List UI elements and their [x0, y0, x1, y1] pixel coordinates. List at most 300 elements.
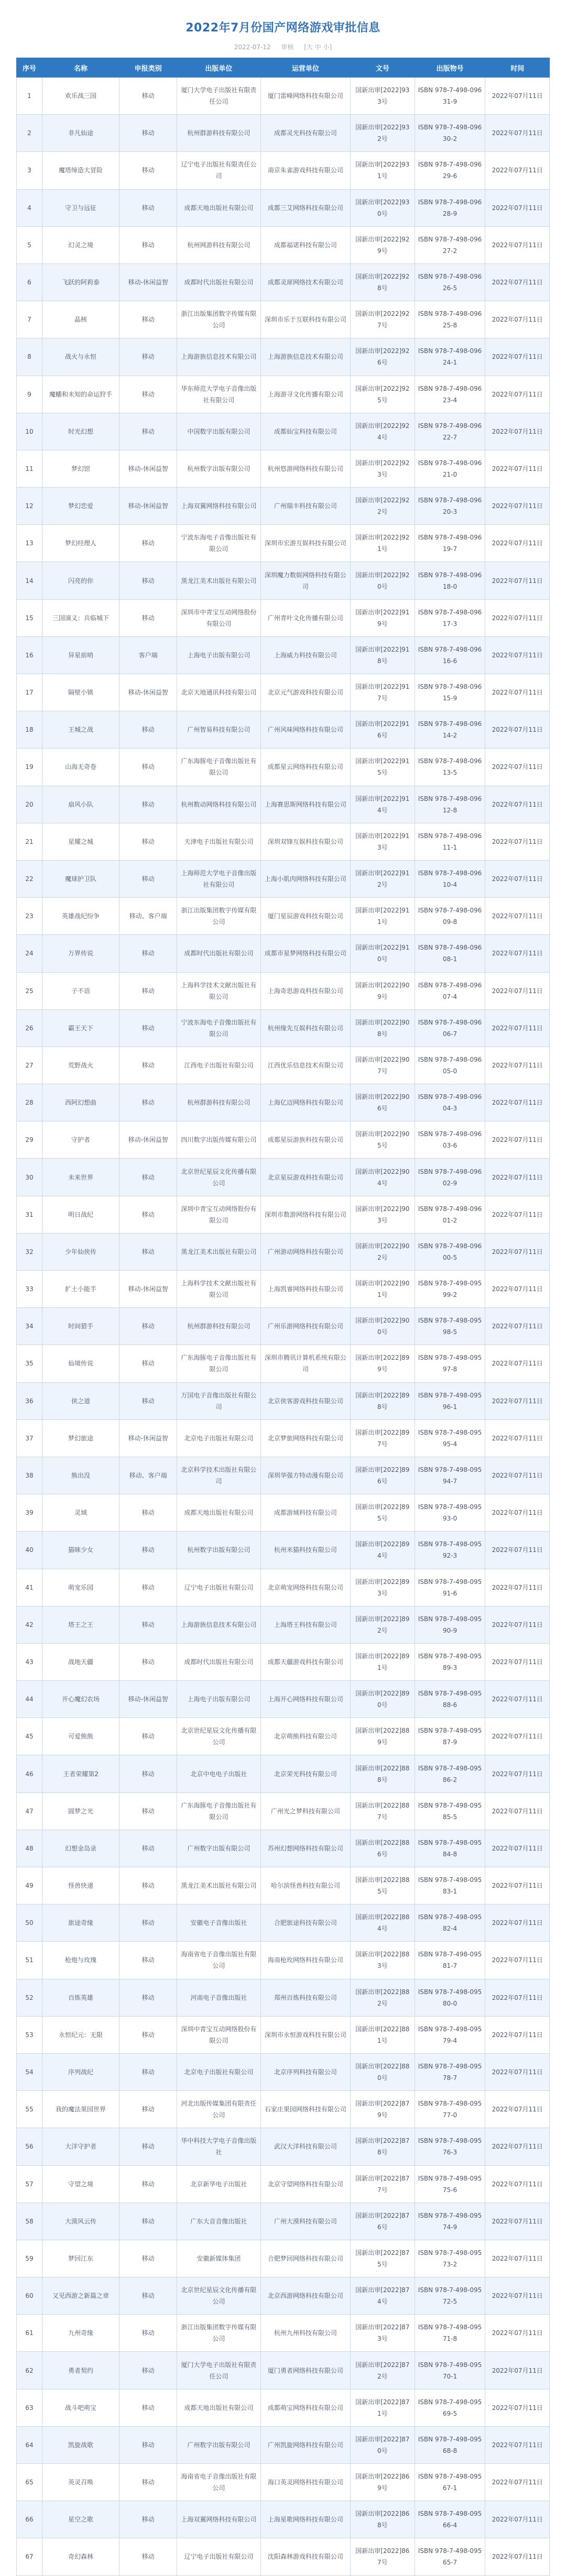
table-cell: 守护者 — [42, 1121, 119, 1159]
table-cell: 国新出审[2022]868号 — [351, 2501, 415, 2538]
table-cell: 11 — [17, 450, 42, 487]
table-cell: 国新出审[2022]888号 — [351, 1755, 415, 1792]
table-cell: 国新出审[2022]883号 — [351, 1942, 415, 1979]
table-cell: 北京梦旅网络科技有限公司 — [260, 1419, 351, 1457]
table-cell: 勇者契约 — [42, 2352, 119, 2389]
table-cell: 北京世纪星辰文化传播有限公司 — [177, 1159, 260, 1196]
table-cell: ISBN 978-7-498-09565-7 — [415, 2538, 485, 2575]
table-cell: 移动 — [119, 301, 177, 338]
table-cell: 2022年07月11日 — [485, 2091, 550, 2128]
table-cell: 26 — [17, 1009, 42, 1047]
table-cell: ISBN 978-7-498-09596-1 — [415, 1382, 485, 1419]
table-row — [17, 189, 550, 226]
table-cell: 移动 — [119, 1792, 177, 1830]
table-cell: 2022年07月11日 — [485, 636, 550, 674]
table-cell: 国新出审[2022]914号 — [351, 786, 415, 823]
table-cell: 宁波东海电子音像出版社有限公司 — [177, 525, 260, 562]
table-cell: 枪炮与玫瑰 — [42, 1942, 119, 1979]
table-cell: 2022年07月11日 — [485, 860, 550, 897]
table-cell: ISBN 978-7-498-09580-0 — [415, 1979, 485, 2016]
table-cell: 国新出审[2022]869号 — [351, 2464, 415, 2501]
table-row — [17, 1121, 550, 1159]
table-cell: 上海威力科技有限公司 — [260, 636, 351, 674]
table-cell: 46 — [17, 1755, 42, 1792]
table-cell: 魔幡和未知的命运狩手 — [42, 376, 119, 413]
table-cell: 24 — [17, 935, 42, 972]
table-cell: 国新出审[2022]926号 — [351, 338, 415, 376]
table-cell: 移动 — [119, 2352, 177, 2389]
table-row — [17, 2053, 550, 2090]
table-cell: 未来世界 — [42, 1159, 119, 1196]
table-cell: 移动 — [119, 525, 177, 562]
table-cell: 深圳市腾讯计算机系统有限公司 — [260, 1345, 351, 1382]
table-cell: 国新出审[2022]923号 — [351, 450, 415, 487]
table-cell: 2022年07月11日 — [485, 898, 550, 935]
table-cell: 2022年07月11日 — [485, 226, 550, 263]
table-cell: 四川数字出版传媒有限公司 — [177, 1121, 260, 1159]
table-cell: 62 — [17, 2352, 42, 2389]
table-cell: 国新出审[2022]916号 — [351, 711, 415, 748]
table-cell: 60 — [17, 2277, 42, 2315]
table-cell: 移动 — [119, 2389, 177, 2426]
table-cell: ISBN 978-7-498-09624-1 — [415, 338, 485, 376]
table-cell: 移动 — [119, 711, 177, 748]
table-cell: ISBN 978-7-498-09576-3 — [415, 2128, 485, 2165]
table-cell: 国新出审[2022]891号 — [351, 1643, 415, 1680]
table-cell: 杭州缘先互娱科技有限公司 — [260, 1009, 351, 1047]
table-cell: 国新出审[2022]895号 — [351, 1494, 415, 1532]
table-row — [17, 2128, 550, 2165]
table-cell: 2022年07月11日 — [485, 450, 550, 487]
table-cell: 万界传说 — [42, 935, 119, 972]
table-row — [17, 1867, 550, 1905]
table-cell: 2022年07月11日 — [485, 2016, 550, 2053]
table-cell: 广州凯旋网络科技有限公司 — [260, 2426, 351, 2463]
table-cell: 移动 — [119, 1159, 177, 1196]
table-cell: 国新出审[2022]896号 — [351, 1457, 415, 1494]
table-cell: ISBN 978-7-498-09570-1 — [415, 2352, 485, 2389]
table-cell: ISBN 978-7-498-09623-4 — [415, 376, 485, 413]
table-cell: ISBN 978-7-498-09583-1 — [415, 1867, 485, 1905]
table-cell: 移动 — [119, 1196, 177, 1233]
table-cell: 移动 — [119, 152, 177, 189]
table-row — [17, 263, 550, 301]
table-cell: 2022年07月11日 — [485, 1084, 550, 1121]
table-cell: 非凡仙途 — [42, 115, 119, 152]
table-cell: 国新出审[2022]931号 — [351, 152, 415, 189]
table-cell: 1 — [17, 78, 42, 115]
table-cell: ISBN 978-7-498-09627-2 — [415, 226, 485, 263]
table-cell: 63 — [17, 2389, 42, 2426]
table-row — [17, 488, 550, 525]
table-cell: ISBN 978-7-498-09573-2 — [415, 2240, 485, 2277]
table-cell: 时光幻想 — [42, 413, 119, 450]
table-cell: 48 — [17, 1830, 42, 1867]
table-cell: 移动 — [119, 860, 177, 897]
table-cell: 移动 — [119, 2426, 177, 2463]
table-cell: 2022年07月11日 — [485, 2165, 550, 2203]
table-cell: 国新出审[2022]920号 — [351, 562, 415, 599]
table-cell: 移动 — [119, 376, 177, 413]
table-cell: 成都萌宝网络科技有限公司 — [260, 2389, 351, 2426]
table-cell: 移动 — [119, 189, 177, 226]
table-cell: 广州数字出版有限公司 — [177, 1830, 260, 1867]
table-cell: 45 — [17, 1718, 42, 1755]
table-cell: 2022年07月11日 — [485, 1271, 550, 1308]
table-cell: 安徽新媒体集团 — [177, 2240, 260, 2277]
table-cell: 厦门雷峰网络科技有限公司 — [260, 78, 351, 115]
table-cell: 国新出审[2022]902号 — [351, 1233, 415, 1270]
table-cell: 国新出审[2022]910号 — [351, 935, 415, 972]
table-cell: 2022年07月11日 — [485, 1867, 550, 1905]
table-cell: 移动 — [119, 562, 177, 599]
table-cell: 上海小肌肉网络科技有限公司 — [260, 860, 351, 897]
table-cell: 北京电子出版社有限公司 — [177, 2053, 260, 2090]
table-cell: ISBN 978-7-498-09604-3 — [415, 1084, 485, 1121]
table-cell: 北京萌熊科技有限公司 — [260, 1718, 351, 1755]
font-size-switcher[interactable]: [大 中 小] — [304, 43, 332, 51]
table-cell: 萌宠乐园 — [42, 1569, 119, 1606]
table-cell: 星耀之城 — [42, 823, 119, 860]
table-cell: 北京星辰游戏科技有限公司 — [260, 1159, 351, 1196]
table-cell: 梦回江东 — [42, 2240, 119, 2277]
table-cell: 2022年07月11日 — [485, 2203, 550, 2240]
table-row — [17, 1606, 550, 1643]
table-cell: 国新出审[2022]898号 — [351, 1382, 415, 1419]
table-cell: 奇幻森林 — [42, 2538, 119, 2575]
table-cell: 哈尔滨怪兽科技有限公司 — [260, 1867, 351, 1905]
table-cell: 2022年07月11日 — [485, 2464, 550, 2501]
table-row — [17, 711, 550, 748]
table-cell: 2022年07月11日 — [485, 301, 550, 338]
table-cell: 移动 — [119, 1084, 177, 1121]
table-row — [17, 413, 550, 450]
table-cell: 中国数字出版有限公司 — [177, 413, 260, 450]
table-cell: 移动 — [119, 2203, 177, 2240]
table-cell: 成都星辰游族科技有限公司 — [260, 1121, 351, 1159]
table-cell: 永恒纪元：无限 — [42, 2016, 119, 2053]
table-cell: 33 — [17, 1271, 42, 1308]
table-cell: 移动 — [119, 2053, 177, 2090]
table-cell: 国新出审[2022]919号 — [351, 599, 415, 636]
table-cell: 深圳市数游网络科技有限公司 — [260, 1196, 351, 1233]
table-cell: 移动、客户端 — [119, 1457, 177, 1494]
table-cell: ISBN 978-7-498-09592-3 — [415, 1532, 485, 1569]
table-cell: 北京守望网络科技有限公司 — [260, 2165, 351, 2203]
table-cell: 杭州数字出版有限公司 — [177, 450, 260, 487]
table-cell: 54 — [17, 2053, 42, 2090]
table-cell: 上海凯睿网络科技有限公司 — [260, 1271, 351, 1308]
table-cell: 移动 — [119, 2165, 177, 2203]
table-cell: 厦门勇者网络科技有限公司 — [260, 2352, 351, 2389]
table-cell: 移动 — [119, 2501, 177, 2538]
table-row — [17, 2464, 550, 2501]
approval-table — [16, 58, 550, 2576]
table-row — [17, 2203, 550, 2240]
table-cell: 国新出审[2022]928号 — [351, 263, 415, 301]
table-cell: 2022年07月11日 — [485, 1233, 550, 1270]
table-cell: 北京世纪星辰文化传播有限公司 — [177, 1718, 260, 1755]
table-cell: 移动 — [119, 1718, 177, 1755]
table-row — [17, 1681, 550, 1718]
table-cell: 国新出审[2022]884号 — [351, 1905, 415, 1942]
table-cell: 19 — [17, 748, 42, 786]
table-cell: 三国演义：兵临城下 — [42, 599, 119, 636]
table-cell: 移动 — [119, 935, 177, 972]
table-cell: 移动 — [119, 1569, 177, 1606]
table-cell: ISBN 978-7-498-09582-4 — [415, 1905, 485, 1942]
table-cell: 大漠风云传 — [42, 2203, 119, 2240]
table-cell: 战地天疆 — [42, 1643, 119, 1680]
table-cell: 移动 — [119, 78, 177, 115]
table-cell: 上海游寻文化传播有限公司 — [260, 376, 351, 413]
table-cell: 深圳中青宝互动网络股份有限公司 — [177, 2016, 260, 2053]
table-cell: 6 — [17, 263, 42, 301]
table-cell: 厦门星辰游戏科技有限公司 — [260, 898, 351, 935]
table-cell: 国新出审[2022]892号 — [351, 1606, 415, 1643]
table-cell: ISBN 978-7-498-09587-9 — [415, 1718, 485, 1755]
table-row — [17, 2426, 550, 2463]
table-cell: 2022年07月11日 — [485, 1830, 550, 1867]
table-cell: 43 — [17, 1643, 42, 1680]
table-cell: ISBN 978-7-498-09607-4 — [415, 972, 485, 1009]
table-cell: 怪兽快递 — [42, 1867, 119, 1905]
table-cell: 移动 — [119, 1830, 177, 1867]
table-cell: 47 — [17, 1792, 42, 1830]
table-cell: 国新出审[2022]880号 — [351, 2053, 415, 2090]
table-cell: 武汉大洋科技有限公司 — [260, 2128, 351, 2165]
table-cell: ISBN 978-7-498-09568-8 — [415, 2426, 485, 2463]
table-cell: 国新出审[2022]899号 — [351, 1345, 415, 1382]
table-cell: 49 — [17, 1867, 42, 1905]
table-cell: 霸王天下 — [42, 1009, 119, 1047]
table-cell: 上海科学技术文献出版社有限公司 — [177, 972, 260, 1009]
table-cell: 2022年07月11日 — [485, 2538, 550, 2575]
table-row — [17, 2277, 550, 2315]
table-cell: 国新出审[2022]930号 — [351, 189, 415, 226]
table-cell: 英灵召唤 — [42, 2464, 119, 2501]
table-header-row — [17, 58, 550, 78]
table-cell: ISBN 978-7-498-09622-7 — [415, 413, 485, 450]
table-cell: 7 — [17, 301, 42, 338]
table-cell: 国新出审[2022]913号 — [351, 823, 415, 860]
table-cell: 广东大音音像出版社 — [177, 2203, 260, 2240]
table-cell: 灵域 — [42, 1494, 119, 1532]
table-cell: 2 — [17, 115, 42, 152]
table-cell: 2022年07月11日 — [485, 1905, 550, 1942]
table-cell: 国新出审[2022]885号 — [351, 1867, 415, 1905]
table-cell: ISBN 978-7-498-09615-9 — [415, 674, 485, 711]
table-cell: 北京西游网络科技有限公司 — [260, 2277, 351, 2315]
table-cell: 国新出审[2022]879号 — [351, 2091, 415, 2128]
table-cell: 国新出审[2022]886号 — [351, 1830, 415, 1867]
table-row — [17, 748, 550, 786]
table-cell: 上海开心网络科技有限公司 — [260, 1681, 351, 1718]
table-cell: 国新出审[2022]877号 — [351, 2165, 415, 2203]
table-cell: 2022年07月11日 — [485, 2128, 550, 2165]
table-cell: ISBN 978-7-498-09590-9 — [415, 1606, 485, 1643]
table-cell: 杭州九州科技有限公司 — [260, 2315, 351, 2352]
table-cell: ISBN 978-7-498-09574-9 — [415, 2203, 485, 2240]
table-cell: 移动 — [119, 2538, 177, 2575]
table-cell: 成都灵光科技有限公司 — [260, 115, 351, 152]
table-cell: 扩土小能手 — [42, 1271, 119, 1308]
table-cell: 移动 — [119, 972, 177, 1009]
table-cell: 2022年07月11日 — [485, 2501, 550, 2538]
table-cell: 国新出审[2022]912号 — [351, 860, 415, 897]
table-cell: ISBN 978-7-498-09595-4 — [415, 1419, 485, 1457]
table-cell: 开心魔幻农场 — [42, 1681, 119, 1718]
table-cell: 36 — [17, 1382, 42, 1419]
table-cell: 安徽电子音像出版社 — [177, 1905, 260, 1942]
table-cell: 广东海豚电子音像出版社有限公司 — [177, 1345, 260, 1382]
table-cell: 13 — [17, 525, 42, 562]
table-cell: 北京电子出版社有限公司 — [177, 1419, 260, 1457]
table-cell: 成都天地出版社有限公司 — [177, 1494, 260, 1532]
table-cell: 移动 — [119, 1308, 177, 1345]
table-cell: 国新出审[2022]933号 — [351, 78, 415, 115]
table-cell: 客户端 — [119, 636, 177, 674]
table-cell: 41 — [17, 1569, 42, 1606]
table-cell: 上海游族信息技术有限公司 — [177, 1606, 260, 1643]
table-row — [17, 1382, 550, 1419]
table-cell: ISBN 978-7-498-09572-5 — [415, 2277, 485, 2315]
table-cell: 移动-休闲益智 — [119, 1121, 177, 1159]
table-cell: 国新出审[2022]901号 — [351, 1271, 415, 1308]
table-cell: ISBN 978-7-498-09618-0 — [415, 562, 485, 599]
table-cell: 侠之道 — [42, 1382, 119, 1419]
table-cell: 2022年07月11日 — [485, 1345, 550, 1382]
table-cell: 2022年07月11日 — [485, 1196, 550, 1233]
table-cell: 天津电子出版社有限公司 — [177, 823, 260, 860]
table-cell: 上海电子出版有限公司 — [177, 1681, 260, 1718]
table-cell: 2022年07月11日 — [485, 78, 550, 115]
table-cell: 万国电子音像出版社有限公司 — [177, 1382, 260, 1419]
table-cell: ISBN 978-7-498-09566-4 — [415, 2501, 485, 2538]
table-cell: 2022年07月11日 — [485, 2315, 550, 2352]
table-cell: 国新出审[2022]876号 — [351, 2203, 415, 2240]
table-cell: ISBN 978-7-498-09628-9 — [415, 189, 485, 226]
table-cell: ISBN 978-7-498-09601-2 — [415, 1196, 485, 1233]
table-row — [17, 1979, 550, 2016]
table-cell: ISBN 978-7-498-09629-6 — [415, 152, 485, 189]
table-cell: 又见西游之新篇之章 — [42, 2277, 119, 2315]
table-row — [17, 1047, 550, 1084]
table-cell: 合肥旅途科技有限公司 — [260, 1905, 351, 1942]
table-cell: 42 — [17, 1606, 42, 1643]
table-row — [17, 1084, 550, 1121]
table-cell: 2022年07月11日 — [485, 1569, 550, 1606]
table-cell: 广州智易科技有限公司 — [177, 711, 260, 748]
table-cell: 56 — [17, 2128, 42, 2165]
table-cell: 2022年07月11日 — [485, 1718, 550, 1755]
table-cell: 北京科学技术出版社有限公司 — [177, 1457, 260, 1494]
table-cell: 国新出审[2022]932号 — [351, 115, 415, 152]
table-cell: 河北出版传媒集团有限责任公司 — [177, 2091, 260, 2128]
header-cell: 时间 — [485, 58, 550, 78]
table-cell: 厦门大学电子出版社有限责任公司 — [177, 78, 260, 115]
table-cell: 成都时代出版社有限公司 — [177, 263, 260, 301]
table-row — [17, 1494, 550, 1532]
table-cell: 成都天地出版社有限公司 — [177, 189, 260, 226]
table-cell: 飞跃的阿莉泰 — [42, 263, 119, 301]
table-cell: ISBN 978-7-498-09571-8 — [415, 2315, 485, 2352]
table-cell: 移动 — [119, 1979, 177, 2016]
table-cell: 9 — [17, 376, 42, 413]
table-cell: 移动 — [119, 1755, 177, 1792]
table-cell: 晶核 — [42, 301, 119, 338]
table-cell: 2022年07月11日 — [485, 1009, 550, 1047]
table-cell: ISBN 978-7-498-09619-7 — [415, 525, 485, 562]
table-cell: 国新出审[2022]925号 — [351, 376, 415, 413]
table-cell: 国新出审[2022]871号 — [351, 2389, 415, 2426]
table-cell: 27 — [17, 1047, 42, 1084]
table-row — [17, 599, 550, 636]
table-cell: 20 — [17, 786, 42, 823]
table-cell: 移动 — [119, 2277, 177, 2315]
table-cell: 2022年07月11日 — [485, 1047, 550, 1084]
table-row — [17, 1942, 550, 1979]
table-cell: 深圳市宏游互娱科技有限公司 — [260, 525, 351, 562]
table-cell: 熊出没 — [42, 1457, 119, 1494]
table-cell: 移动 — [119, 823, 177, 860]
table-cell: 国新出审[2022]907号 — [351, 1047, 415, 1084]
table-cell: 黑龙江美术出版社有限公司 — [177, 562, 260, 599]
table-cell: 猫咪少女 — [42, 1532, 119, 1569]
table-cell: 国新出审[2022]893号 — [351, 1569, 415, 1606]
table-row — [17, 935, 550, 972]
table-cell: 子不语 — [42, 972, 119, 1009]
table-cell: 上海亿迈网络科技有限公司 — [260, 1084, 351, 1121]
table-cell: ISBN 978-7-498-09578-7 — [415, 2053, 485, 2090]
table-cell: ISBN 978-7-498-09621-0 — [415, 450, 485, 487]
table-cell: ISBN 978-7-498-09631-9 — [415, 78, 485, 115]
table-cell: 国新出审[2022]889号 — [351, 1718, 415, 1755]
table-cell: 2022年07月11日 — [485, 1419, 550, 1457]
table-cell: 15 — [17, 599, 42, 636]
table-cell: 圆梦之光 — [42, 1792, 119, 1830]
table-cell: 王者荣耀第2 — [42, 1755, 119, 1792]
table-cell: ISBN 978-7-498-09620-3 — [415, 488, 485, 525]
table-cell: 67 — [17, 2538, 42, 2575]
table-cell: 广东海豚电子音像出版社有限公司 — [177, 748, 260, 786]
table-cell: 38 — [17, 1457, 42, 1494]
table-cell: ISBN 978-7-498-09612-8 — [415, 786, 485, 823]
table-cell: 明日战纪 — [42, 1196, 119, 1233]
table-cell: 移动 — [119, 1867, 177, 1905]
table-cell: 国新出审[2022]887号 — [351, 1792, 415, 1830]
table-row — [17, 1830, 550, 1867]
table-row — [17, 2501, 550, 2538]
table-cell: 2022年07月11日 — [485, 1606, 550, 1643]
table-cell: 成都天地出版社有限公司 — [177, 2389, 260, 2426]
table-cell: 杭州米猫科技有限公司 — [260, 1532, 351, 1569]
table-cell: 战火与永恒 — [42, 338, 119, 376]
table-cell: 2022年07月11日 — [485, 2277, 550, 2315]
table-cell: 59 — [17, 2240, 42, 2277]
table-cell: 23 — [17, 898, 42, 935]
table-cell: 10 — [17, 413, 42, 450]
table-cell: 可爱熊熊 — [42, 1718, 119, 1755]
table-cell: ISBN 978-7-498-09614-2 — [415, 711, 485, 748]
table-cell: 2022年07月11日 — [485, 1121, 550, 1159]
table-cell: 移动 — [119, 2091, 177, 2128]
table-row — [17, 1755, 550, 1792]
table-cell: 66 — [17, 2501, 42, 2538]
table-cell: 山海无奇卷 — [42, 748, 119, 786]
table-cell: 广州风味网络科技有限公司 — [260, 711, 351, 748]
table-cell: 上海游族信息技术有限公司 — [260, 338, 351, 376]
